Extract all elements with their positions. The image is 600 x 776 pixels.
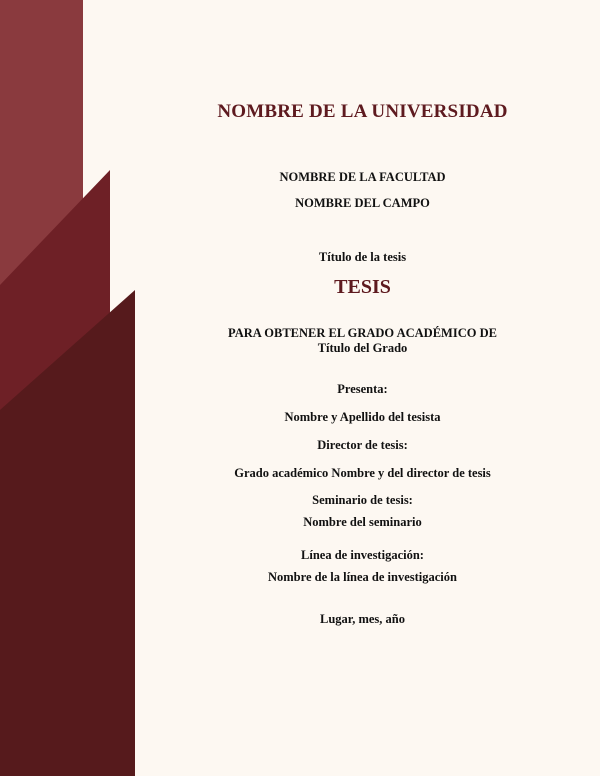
seminar-label: Seminario de tesis: [312, 493, 413, 507]
thesis-title: Título de la tesis [318, 250, 407, 264]
thesis-label: TESIS [334, 276, 391, 298]
university-name: NOMBRE DE LA UNIVERSIDAD [217, 101, 508, 122]
research-line-label: Línea de investigación: [301, 548, 424, 562]
seminar-name: Nombre del seminario [303, 515, 422, 529]
presenter-name: Nombre y Apellido del tesista [284, 410, 441, 424]
place-date: Lugar, mes, año [320, 612, 405, 626]
campus-name: NOMBRE DEL CAMPO [295, 196, 430, 210]
research-line-name: Nombre de la línea de investigación [267, 570, 457, 584]
faculty-name: NOMBRE DE LA FACULTAD [279, 170, 446, 184]
degree-intro: PARA OBTENER EL GRADO ACADÉMICO DE [228, 326, 497, 340]
director-name: Grado académico Nombre y del director de tesis [234, 466, 491, 480]
presenter-label: Presenta: [337, 382, 388, 396]
director-label: Director de tesis: [317, 438, 408, 452]
degree-title: Título del Grado [317, 341, 408, 355]
